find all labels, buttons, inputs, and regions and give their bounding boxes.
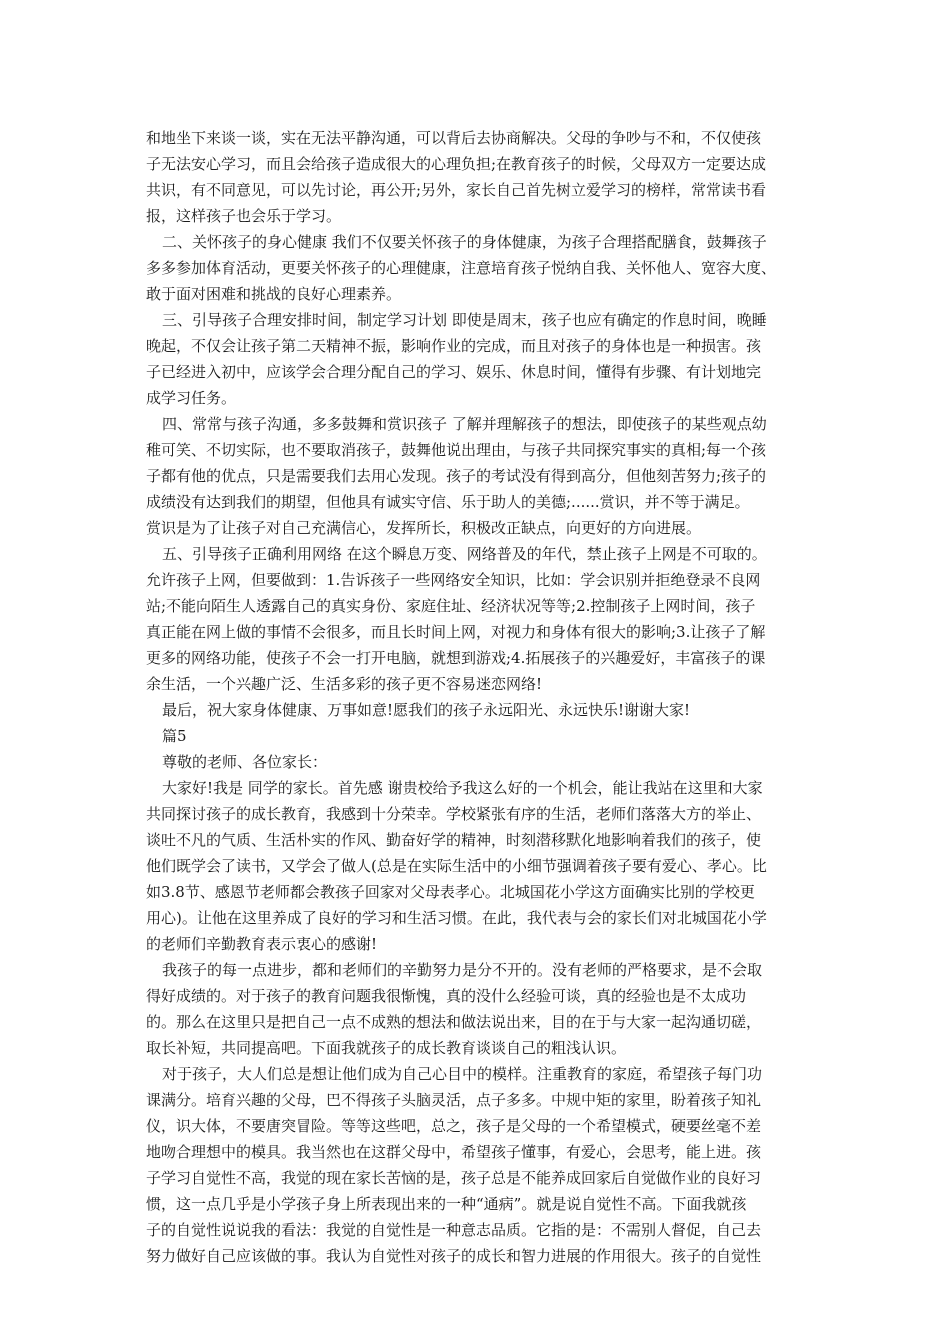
text-line: 赏识是为了让孩子对自己充满信心，发挥所长，积极改正缺点，向更好的方向进展。 xyxy=(146,519,702,537)
text-line: 子无法安心学习，而且会给孩子造成很大的心理负担;在教育孩子的时候，父母双方一定要达成 xyxy=(146,155,767,173)
text-line: 仪，识大体，不要唐突冒险。等等这些吧，总之，孩子是父母的一个希望模式，硬要丝毫不差 xyxy=(146,1117,762,1135)
text-line: 站;不能向陌生人透露自己的真实身份、家庭住址、经济状况等等;2.控制孩子上网时间，孩子 xyxy=(146,597,756,615)
text-line: 余生活，一个兴趣广泛、生活多彩的孩子更不容易迷恋网络! xyxy=(146,675,543,693)
text-line: 子都有他的优点，只是需要我们去用心发现。孩子的考试没有得到高分，但他刻苦努力;孩子的 xyxy=(146,467,767,485)
text-line: 谈吐不凡的气质、生活朴实的作风、勤奋好学的精神，时刻潜移默化地影响着我们的孩子，使 xyxy=(146,831,762,849)
text-line: 真正能在网上做的事情不会很多，而且长时间上网，对视力和身体有很大的影响;3.让孩子了解 xyxy=(146,623,766,641)
text-line: 惯，这一点几乎是小学孩子身上所表现出来的一种“通病”。就是说自觉性不高。下面我就孩 xyxy=(146,1195,747,1213)
text-line: 更多的网络功能，使孩子不会一打开电脑，就想到游戏;4.拓展孩子的兴趣爱好，丰富孩子的课 xyxy=(146,649,766,667)
text-line: 敢于面对困难和挑战的良好心理素养。 xyxy=(146,285,402,303)
text-line: 四、常常与孩子沟通，多多鼓舞和赏识孩子 了解并理解孩子的想法，即使孩子的某些观点幼 xyxy=(162,415,767,433)
text-line: 子学习自觉性不高，我觉的现在家长苦恼的是，孩子总是不能养成回家后自觉做作业的良好习 xyxy=(146,1169,762,1187)
text-line: 得好成绩的。对于孩子的教育问题我很惭愧，真的没什么经验可谈，真的经验也是不太成功 xyxy=(146,987,747,1005)
text-line: 对于孩子，大人们总是想让他们成为自己心目中的模样。注重教育的家庭，希望孩子每门功 xyxy=(162,1065,763,1083)
text-line: 五、引导孩子正确利用网络 在这个瞬息万变、网络普及的年代，禁止孩子上网是不可取的。 xyxy=(162,545,767,563)
text-line: 我孩子的每一点进步，都和老师们的辛勤努力是分不开的。没有老师的严格要求，是不会取 xyxy=(162,961,763,979)
text-line: 篇5 xyxy=(162,727,187,745)
text-line: 成绩没有达到我们的期望，但他具有诚实守信、乐于助人的美德;......赏识，并不等于满足。 xyxy=(146,493,750,511)
text-line: 多多参加体育活动，更要关怀孩子的心理健康，注意培育孩子悦纳自我、关怀他人、宽容大度、 xyxy=(146,259,777,277)
text-line: 允许孩子上网，但要做到：1.告诉孩子一些网络安全知识，比如：学会识别并拒绝登录不良网 xyxy=(146,571,761,589)
text-line: 最后，祝大家身体健康、万事如意!愿我们的孩子永远阳光、永远快乐!谢谢大家! xyxy=(162,701,691,719)
text-line: 的。那么在这里只是把自己一点不成熟的想法和做法说出来，目的在于与大家一起沟通切磋， xyxy=(146,1013,762,1031)
text-line: 和地坐下来谈一谈，实在无法平静沟通，可以背后去协商解决。父母的争吵与不和，不仅使孩 xyxy=(146,129,762,147)
text-line: 子的自觉性说说我的看法：我觉的自觉性是一种意志品质。它指的是：不需别人督促，自己去 xyxy=(146,1221,762,1239)
text-line: 稚可笑、不切实际，也不要取消孩子，鼓舞他说出理由，与孩子共同探究事实的真相;每一个孩 xyxy=(146,441,767,459)
text-line: 如3.8节、感恩节老师都会教孩子回家对父母表孝心。北城国花小学这方面确实比别的学校更 xyxy=(146,883,755,901)
text-line: 课满分。培育兴趣的父母，巴不得孩子头脑灵活，点子多多。中规中矩的家里，盼着孩子知礼 xyxy=(146,1091,762,1109)
text-line: 报，这样孩子也会乐于学习。 xyxy=(146,207,342,225)
text-line: 大家好!我是 同学的家长。首先感 谢贵校给予我这么好的一个机会，能让我站在这里和大家 xyxy=(162,779,763,797)
text-line: 成学习任务。 xyxy=(146,389,237,407)
text-line: 取长补短，共同提高吧。下面我就孩子的成长教育谈谈自己的粗浅认识。 xyxy=(146,1039,627,1057)
text-line: 地吻合理想中的模具。我当然也在这群父母中，希望孩子懂事，有爱心，会思考，能上进。孩 xyxy=(146,1143,762,1161)
text-line: 努力做好自己应该做的事。我认为自觉性对孩子的成长和智力进展的作用很大。孩子的自觉性 xyxy=(146,1247,762,1265)
text-line: 晚起，不仅会让孩子第二天精神不振，影响作业的完成，而且对孩子的身体也是一种损害。孩 xyxy=(146,337,762,355)
text-line: 尊敬的老师、各位家长： xyxy=(162,753,328,771)
text-line: 用心)。让他在这里养成了良好的学习和生活习惯。在此，我代表与会的家长们对北城国花小学 xyxy=(146,909,767,927)
text-line: 三、引导孩子合理安排时间，制定学习计划 即使是周末，孩子也应有确定的作息时间，晚睡 xyxy=(162,311,767,329)
text-line: 共识，有不同意见，可以先讨论，再公开;另外，家长自己首先树立爱学习的榜样，常常读书看 xyxy=(146,181,767,199)
text-line: 二、关怀孩子的身心健康 我们不仅要关怀孩子的身体健康，为孩子合理搭配膳食，鼓舞孩子 xyxy=(162,233,767,251)
document-body xyxy=(146,125,810,1269)
text-line: 他们既学会了读书，又学会了做人(总是在实际生活中的小细节强调着孩子要有爱心、孝心。比 xyxy=(146,857,767,875)
text-line: 共同探讨孩子的成长教育，我感到十分荣幸。学校紧张有序的生活，老师们落落大方的举止、 xyxy=(146,805,762,823)
text-line: 子已经进入初中，应该学会合理分配自己的学习、娱乐、休息时间，懂得有步骤、有计划地完 xyxy=(146,363,762,381)
text-line: 的老师们辛勤教育表示衷心的感谢! xyxy=(146,935,378,953)
